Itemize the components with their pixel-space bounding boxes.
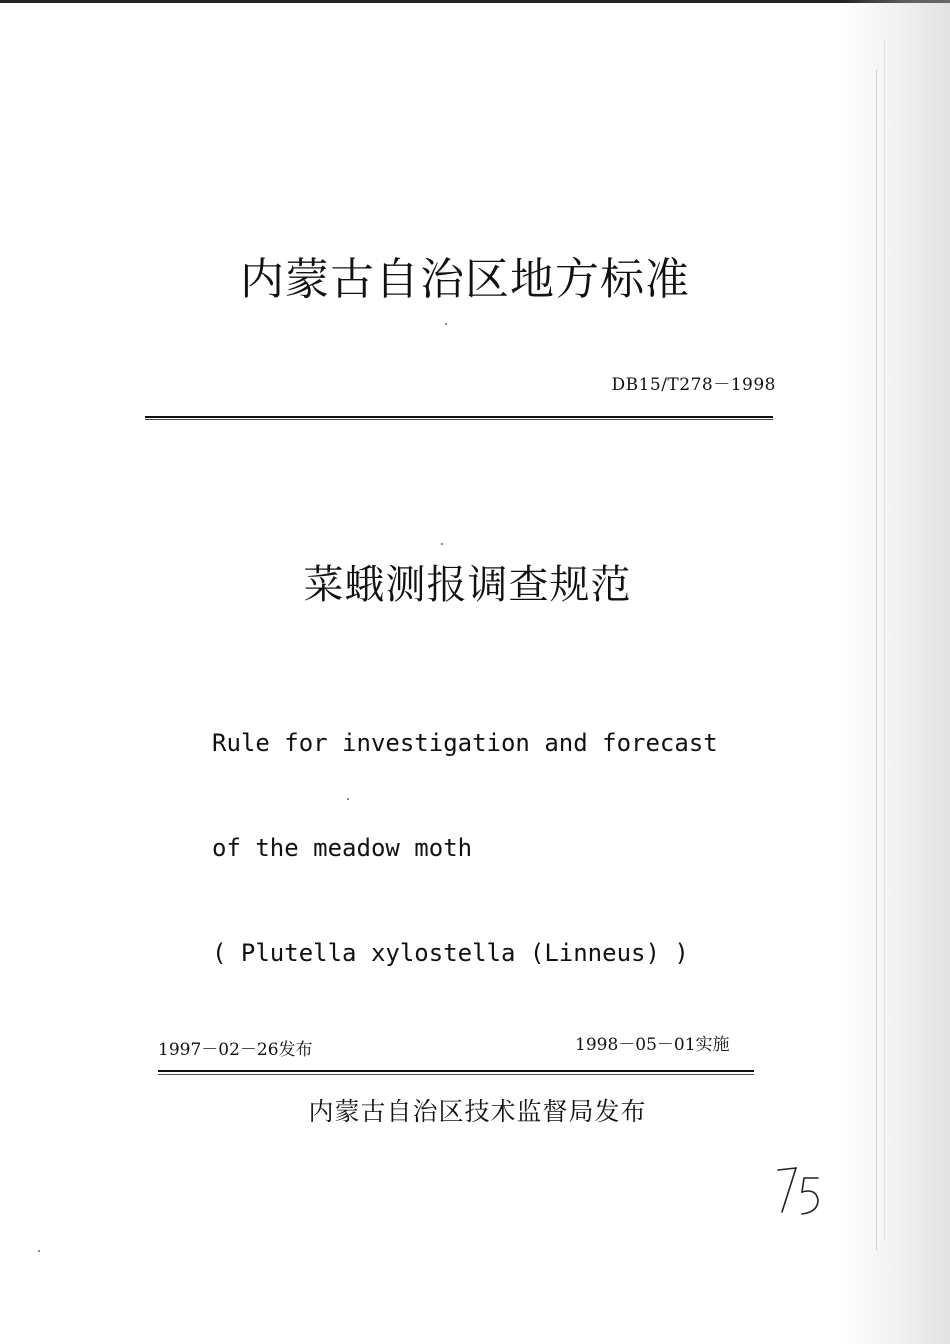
scan-speck (441, 543, 443, 545)
scan-speck (347, 798, 349, 800)
handwritten-page-number (760, 1160, 840, 1220)
scan-speck (38, 1250, 40, 1252)
footer-divider (158, 1070, 754, 1072)
header-divider (145, 416, 773, 418)
issuing-authority: 内蒙古自治区技术监督局发布 (308, 1097, 647, 1126)
standard-category-heading: 内蒙古自治区地方标准 (240, 254, 690, 305)
english-title-line: of the meadow moth (212, 834, 473, 862)
page-top-edge (0, 0, 950, 3)
english-title-line: Rule for investigation and forecast (212, 729, 718, 757)
scan-artifact-line (884, 40, 885, 1240)
implementation-date: 1998－05－01实施 (575, 1035, 730, 1055)
standard-code: DB15/T278－1998 (611, 375, 776, 395)
english-title-line: ( Plutella xylostella (Linneus) ) (212, 939, 689, 967)
document-title-english (212, 656, 812, 1006)
issue-date: 1997－02－26发布 (158, 1040, 313, 1060)
scan-speck (445, 323, 447, 325)
scan-shadow (840, 0, 950, 1344)
document-title-chinese: 菜蛾测报调查规范 (303, 562, 632, 608)
